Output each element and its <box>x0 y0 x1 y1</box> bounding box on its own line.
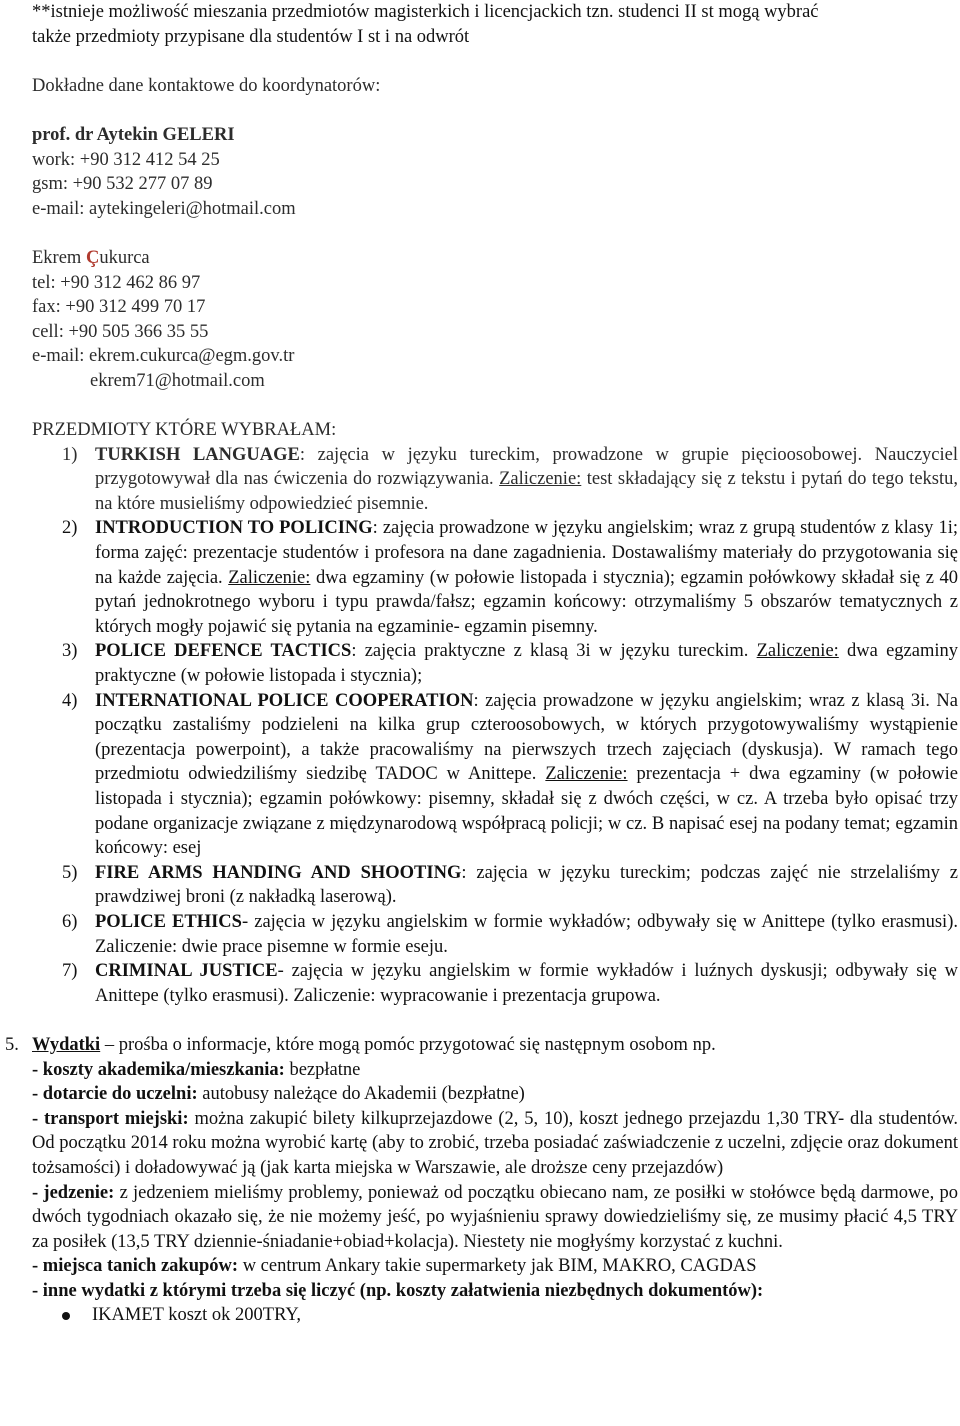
cost-item: - dotarcie do uczelni: autobusy należące do Akademii (bezpłatne) <box>32 1084 525 1105</box>
note-line-1: **istnieje możliwość mieszania przedmiotów magisterkich i licencjackich tzn. studenci II st mogą wybrać <box>32 2 819 22</box>
subject-item: 7) CRIMINAL JUSTICE- zajęcia w języku angielskim w formie wykładów i luźnych dyskusji; odbywały się w Anittepe (tylko erasmusi). Zaliczenie: wypracowanie i prezentacja grupowa. <box>62 961 958 1006</box>
subject-item: 6) POLICE ETHICS- zajęcia w języku angielskim w formie wykładów; odbywały się w Anittepe (tylko erasmusi). Zaliczenie: dwie prace pisemne w formie eseju. <box>62 911 958 957</box>
cost-item: - inne wydatki z którymi trzeba się liczyć (np. koszty załatwienia niezbędnych dokumentów): <box>32 1280 764 1301</box>
subjects-heading: PRZEDMIOTY KTÓRE WYBRAŁAM: <box>32 420 337 441</box>
note-line-2: także przedmioty przypisane dla studentów I st i na odwrót <box>32 26 470 47</box>
subject-item: 3) POLICE DEFENCE TACTICS: zajęcia praktyczne z klasą 3i w języku tureckim. Zaliczenie: dwa egzaminy praktyczne (w połowie listopada i stycznia); <box>62 641 958 687</box>
contact-tel: tel: +90 312 462 86 97 <box>32 272 201 293</box>
subject-item: 4) INTERNATIONAL POLICE COOPERATION: zajęcia prowadzone w języku angielskim; wraz z klasą 3i. Na początku zastaliśmy podzieleni na kilka grup czteroosobowych, w których przygotowywaliśmy wystąpienie (prezentacja powerpoint), a także pracowaliśmy na pierwszych trzech zajęciach (dyskusja). W ramach tego przedmiotu odwiedziliśmy siedzibę TADOC w Anittepe. Zaliczenie: prezentacja + dwa egzaminy (w połowie listopada i stycznia); egzamin połówkowy: pisemny, składał się z dwóch części, w cz. A trzeba było opisać trzy podane organizacje związane z międzynarodową współpracą policji; w cz. B napisać esej na podany temat; egzamin końcowy: esej <box>62 690 959 859</box>
contact-geleri <box>32 123 958 221</box>
contact-gsm: gsm: +90 532 277 07 89 <box>32 174 213 195</box>
subject-title: INTRODUCTION TO POLICING <box>95 518 373 539</box>
contact-cell: cell: +90 505 366 35 55 <box>32 321 209 342</box>
cost-item: - jedzenie: z jedzeniem mieliśmy problemy, ponieważ od początku obiecano nam, ze posiłki w stołówce będą darmowe, po dwóch tygodniach okazało się, że nie możemy jeść, po wyjaśnieniu sprawy dowiedzieliśmy się, ze musimy płacić 4,5 TRY za posiłek (13,5 TRY dziennie-śniadanie+obiad+kolacja). Niestety nie mogłyśmy korzystać z kuchni. <box>32 1182 958 1252</box>
section-heading: 5. Wydatki – prośba o informacje, które mogą pomóc przygotować się następnym osobom np. <box>5 1034 716 1055</box>
contact-cukurca <box>32 246 958 394</box>
contacts-heading: Dokładne dane kontaktowe do koordynatorów: <box>32 75 381 96</box>
subject-title: POLICE ETHICS <box>95 911 242 932</box>
subject-item: 5) FIRE ARMS HANDING AND SHOOTING: zajęcia w języku tureckim; podczas zajęć nie strzelaliśmy z prawdziwej broni (z nakładką laserową). <box>62 862 958 908</box>
section-expenses <box>5 1033 958 1058</box>
subject-title: FIRE ARMS HANDING AND SHOOTING <box>95 862 462 883</box>
contact-name: Ekrem Çukurca <box>32 247 150 268</box>
contact-email-2[interactable]: ekrem71@hotmail.com <box>90 370 265 391</box>
subject-title: CRIMINAL JUSTICE <box>95 961 278 982</box>
bullet-item: IKAMET koszt ok 200TRY, <box>32 1303 958 1328</box>
subject-title: TURKISH LANGUAGE <box>95 444 300 465</box>
cost-item: - transport miejski: można zakupić bilety kilkuprzejazdowe (2, 5, 10), koszt jednego przejazdu 1,30 TRY- dla studentów. Od początku 2014 roku można wyrobić kartę (aby to zrobić, trzeba posiadać zaświadczenie z uczelni, zdjęcie oraz dokument tożsamości) i doładowywać ją (jak karta miejska w Warszawie, ale droższe ceny przejazdów) <box>32 1108 958 1178</box>
cost-item: - koszty akademika/mieszkania: bezpłatne <box>32 1059 361 1080</box>
cost-item: - miejsca tanich zakupów: w centrum Ankary takie supermarkety jak BIM, MAKRO, CAGDAS <box>32 1256 757 1277</box>
subject-title: POLICE DEFENCE TACTICS <box>95 641 352 662</box>
subject-title: INTERNATIONAL POLICE COOPERATION <box>95 690 474 711</box>
contact-name: prof. dr Aytekin GELERI <box>32 124 235 145</box>
contact-work: work: +90 312 412 54 25 <box>32 149 220 170</box>
section-title: Wydatki <box>32 1034 101 1055</box>
subject-item: 2) INTRODUCTION TO POLICING: zajęcia prowadzone w języku angielskim; wraz z grupą studentów z klasy 1i; forma zajęć: prezentacje studentów i profesora na dane zagadnienia. Dostawaliśmy materiały do przygotowania się na każde zajęcia. Zaliczenie: dwa egzaminy (w połowie listopada i stycznia); egzamin połówkowy składał się z 40 pytań jednokrotnego wyboru i typu prawda/fałsz; egzamin końcowy: otrzymaliśmy 5 obszarów tematycznych z których mogły pojawić się pytania na egzaminie- egzamin pisemny. <box>62 518 959 637</box>
document-page <box>5 0 959 1328</box>
contact-email[interactable]: e-mail: ekrem.cukurca@egm.gov.tr <box>32 346 295 367</box>
subject-item: 1) TURKISH LANGUAGE: zajęcia w języku tureckim, prowadzone w grupie pięcioosobowej. Nauczyciel przygotowywał dla nas ćwiczenia do rozwiązywania. Zaliczenie: test składający się z tekstu i pytań do tego tekstu, na które musieliśmy odpowiedzieć pisemnie. <box>62 444 958 514</box>
cost-list <box>32 1058 958 1304</box>
contact-fax: fax: +90 312 499 70 17 <box>32 297 206 318</box>
bullet-dot-icon <box>62 1312 70 1320</box>
contact-email[interactable]: e-mail: aytekingeleri@hotmail.com <box>32 198 296 219</box>
